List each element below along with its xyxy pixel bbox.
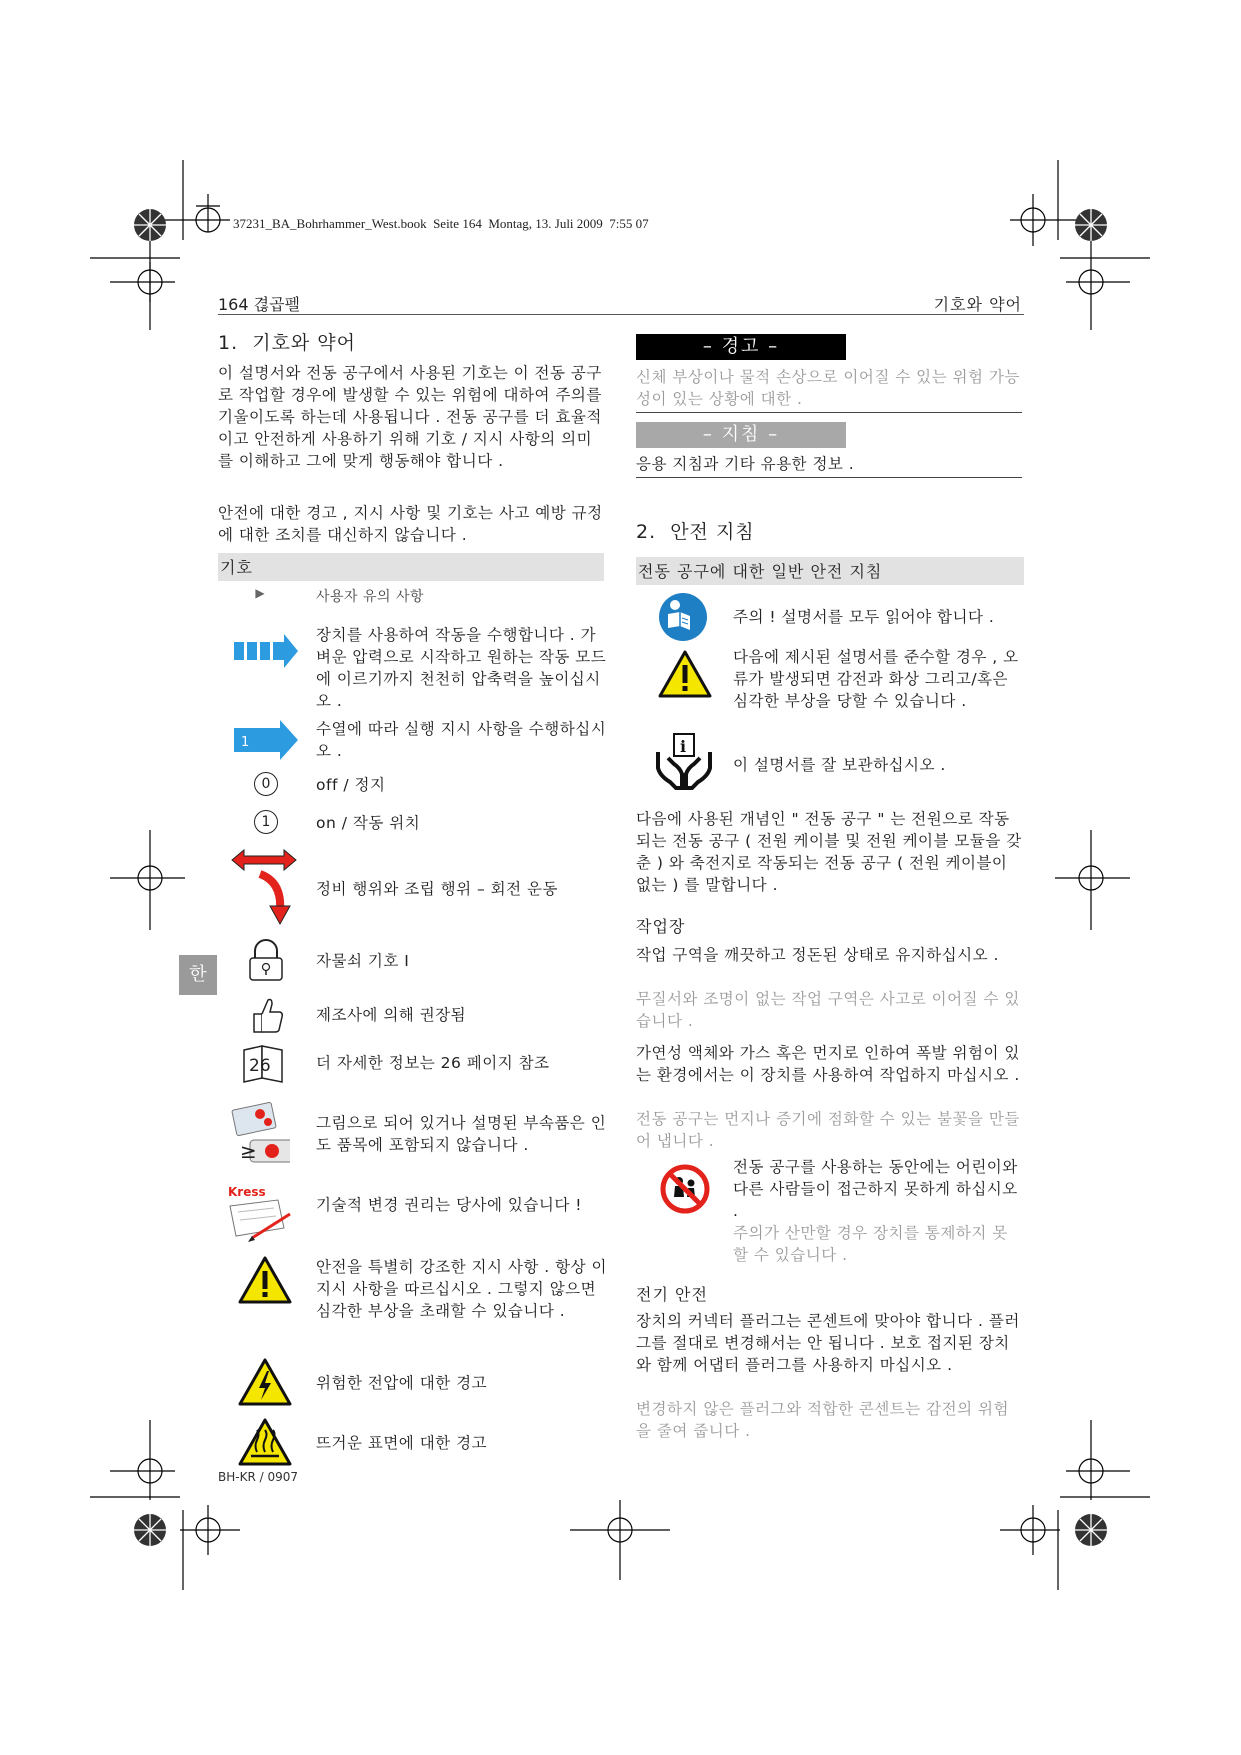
- intro-paragraph-1: 이 설명서와 전동 공구에서 사용된 기호는 이 전동 공구로 작업할 경우에 발생할 수 있는 위험에 대하여 주의를 기울이도록 하는데 사용됩니다 . 전동 공구를 더 효율적이고 안전하게 사용하기 위해 기호 / 지시 사항의 의미를 이해하고 그에 맞게 행동해야 합니다 .: [218, 364, 602, 470]
- children-text: 전동 공구를 사용하는 동안에는 어린이와 다른 사람들이 접근하지 못하게 하십시오 .: [733, 1158, 1018, 1220]
- language-tab: 한: [179, 955, 217, 995]
- svg-text:26: 26: [249, 1056, 271, 1076]
- symbol-row: [210, 1256, 610, 1352]
- svg-text:1: 1: [241, 735, 250, 750]
- general-safety-heading: 전동 공구에 대한 일반 안전 지침: [636, 557, 1024, 585]
- symbol-text: 자물쇠 기호 I: [316, 952, 410, 970]
- warning-triangle-icon: [658, 650, 712, 698]
- symbol-row: [210, 1358, 610, 1408]
- symbol-text: 사용자 유의 사항: [316, 589, 425, 605]
- symbol-text: 기술적 변경 권리는 당사에 있습니다 !: [316, 1196, 582, 1214]
- follow-instructions-text: 다음에 제시된 설명서를 준수할 경우 , 오류가 발생되면 감전과 화상 그리고/혹은 심각한 부상을 당할 수 있습니다 .: [733, 648, 1019, 710]
- running-header-right: 기호와 약어: [933, 295, 1022, 314]
- warning-triangle-icon: [238, 1256, 308, 1304]
- symbol-row: [210, 718, 610, 768]
- symbol-text: 정비 행위와 조립 행위 – 회전 운동: [316, 880, 558, 898]
- page-reference-icon: [240, 1044, 310, 1084]
- symbol-row: [210, 624, 610, 724]
- footer-code: BH-KR / 0907: [218, 1470, 299, 1484]
- workplace-heading: 작업장: [636, 917, 686, 936]
- symbol-text: 제조사에 의해 권장됨: [316, 1006, 467, 1024]
- running-header-left: 164 겮곱펠: [218, 295, 300, 314]
- symbol-row: [210, 1184, 610, 1244]
- symbol-text: off / 정지: [316, 776, 386, 794]
- thumbs-up-icon: [246, 994, 316, 1036]
- symbol-text: 더 자세한 정보는 26 페이지 참조: [316, 1054, 550, 1072]
- off-circle-icon: 0: [254, 772, 278, 796]
- header-rule: [218, 314, 1024, 315]
- note-label: – 지침 –: [636, 422, 846, 448]
- rotation-arrows-icon: [230, 848, 300, 928]
- svg-text:Kress: Kress: [228, 1185, 266, 1199]
- read-manual-icon: [658, 592, 708, 642]
- symbol-row: [210, 1418, 610, 1468]
- note-text: 응용 지침과 기타 유용한 정보 .: [636, 453, 1022, 478]
- workplace-paragraph-1: 작업 구역을 깨끗하고 정돈된 상태로 유지하십시오 .: [636, 946, 999, 964]
- symbol-row: [210, 1044, 610, 1088]
- padlock-icon: [246, 938, 316, 984]
- children-note: 주의가 산만할 경우 장치를 통제하지 못할 수 있습니다 .: [733, 1224, 1008, 1264]
- symbol-text: 장치를 사용하여 작동을 수행합니다 . 가벼운 압력으로 시작하고 원하는 작동 모드에 이르기까지 천천히 압축력을 높이십시오 .: [316, 626, 607, 710]
- warning-label: – 경고 –: [636, 334, 846, 360]
- hot-surface-icon: [238, 1418, 308, 1466]
- no-children-icon: [660, 1164, 710, 1214]
- high-voltage-icon: [238, 1358, 308, 1406]
- symbol-text: 수열에 따라 실행 지시 사항을 수행하십시오 .: [316, 720, 607, 760]
- print-header: 37231_BA_Bohrhammer_West.book Seite 164 Montag, 13. Juli 2009 7:55 07: [233, 216, 649, 231]
- symbol-text: 그림으로 되어 있거나 설명된 부속품은 인도 품목에 포함되지 않습니다 .: [316, 1114, 607, 1154]
- section2-title: 2. 안전 지침: [636, 521, 755, 543]
- definition-text: 다음에 사용된 개념인 " 전동 공구 " 는 전원으로 작동되는 전동 공구 ( 전원 케이블 및 전원 케이블 모듈을 갖춘 ) 와 축전지로 작동되는 전동 공구 ( 전원 케이블이 없는 ) 를 말합니다 .: [636, 810, 1022, 894]
- workplace-paragraph-2: 가연성 액체와 가스 혹은 먼지로 인하여 폭발 위험이 있는 환경에서는 이 장치를 사용하여 작업하지 마십시오 .: [636, 1044, 1020, 1084]
- keep-manual-text: 이 설명서를 잘 보관하십시오 .: [733, 756, 946, 774]
- electrical-heading: 전기 안전: [636, 1285, 708, 1304]
- svg-text:i: i: [680, 737, 687, 756]
- symbol-row: [210, 772, 610, 802]
- section1-title: 1. 기호와 약어: [218, 332, 357, 354]
- symbol-row: [210, 994, 610, 1038]
- symbol-text: 위험한 전압에 대한 경고: [316, 1374, 488, 1392]
- svg-text:≥: ≥: [240, 1139, 257, 1163]
- symbol-row: [210, 938, 610, 988]
- multi-step-arrow-icon: [234, 632, 304, 672]
- symbol-text: on / 작동 위치: [316, 814, 421, 832]
- kress-technical-change-icon: [222, 1184, 292, 1244]
- symbol-row: [210, 1100, 610, 1168]
- electrical-paragraph: 장치의 커넥터 플러그는 콘센트에 맞아야 합니다 . 플러그를 절대로 변경해서는 안 됩니다 . 보호 접지된 장치와 함께 어댑터 플러그를 사용하지 마십시오 .: [636, 1312, 1020, 1374]
- workplace-paragraph-1-note: 무질서와 조명이 없는 작업 구역은 사고로 이어질 수 있습니다 .: [636, 990, 1020, 1030]
- read-manual-text: 주의 ! 설명서를 모두 읽어야 합니다 .: [733, 608, 995, 626]
- symbol-text: 안전을 특별히 강조한 지시 사항 . 항상 이 지시 사항을 따르십시오 . 그렇지 않으면 심각한 부상을 초래할 수 있습니다 .: [316, 1258, 607, 1320]
- warning-text: 신체 부상이나 물적 손상으로 이어질 수 있는 위험 가능성이 있는 상황에 대한 .: [636, 366, 1022, 413]
- symbols-heading: 기호: [218, 553, 604, 581]
- workplace-paragraph-2-note: 전동 공구는 먼지나 증기에 점화할 수 있는 불꽃을 만들어 냅니다 .: [636, 1110, 1020, 1150]
- accessories-icon: [220, 1100, 290, 1168]
- intro-paragraph-2: 안전에 대한 경고 , 지시 사항 및 기호는 사고 예방 규정에 대한 조치를 대신하지 않습니다 .: [218, 504, 603, 544]
- on-circle-icon: 1: [254, 810, 278, 834]
- symbol-row: [210, 848, 610, 928]
- numbered-arrow-icon: [234, 720, 304, 760]
- symbol-text: 뜨거운 표면에 대한 경고: [316, 1434, 488, 1452]
- symbol-row: [210, 810, 610, 840]
- electrical-note: 변경하지 않은 플러그와 적합한 콘센트는 감전의 위험을 줄여 줍니다 .: [636, 1400, 1009, 1440]
- keep-manual-icon: [654, 732, 714, 790]
- symbol-row: [210, 584, 610, 614]
- triangle-bullet-icon: ▶: [255, 586, 265, 600]
